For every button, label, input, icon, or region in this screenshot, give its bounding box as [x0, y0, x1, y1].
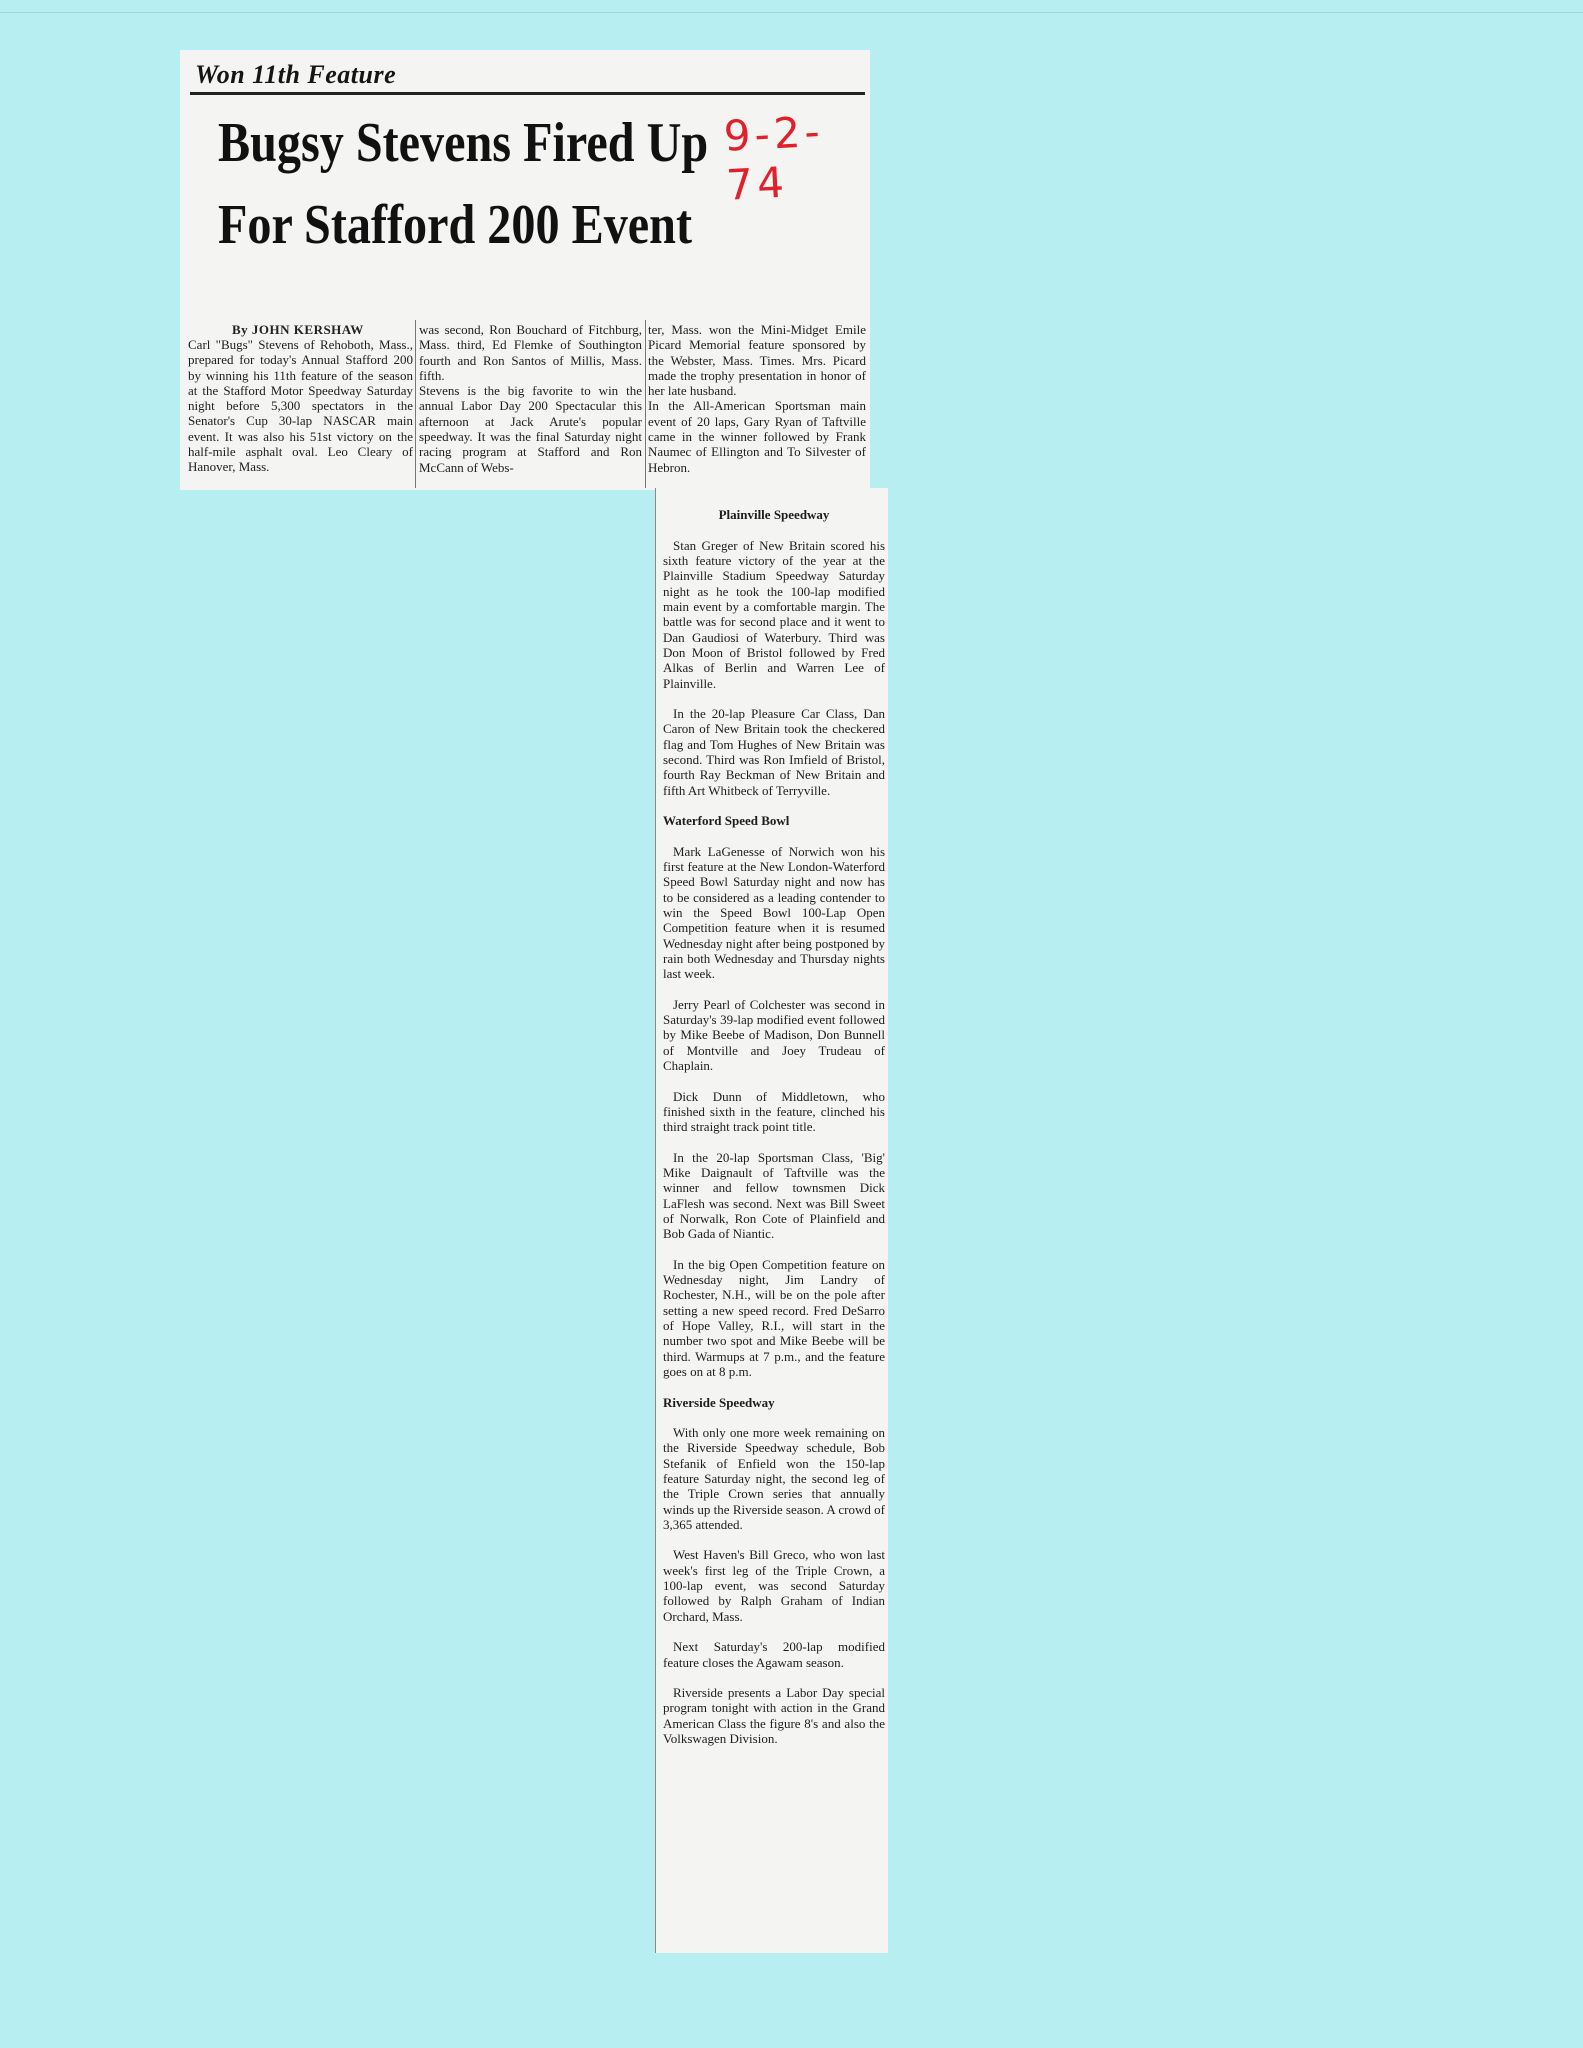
section-heading-plainville: Plainville Speedway — [718, 507, 830, 523]
article-column-4 — [663, 492, 885, 1762]
column-rule — [645, 320, 646, 488]
paragraph: Jerry Pearl of Colchester was second in Saturday's 39-lap modified event followed by Mike Beebe of Madison, Don Bunnell of Montville and Joey Trudeau of Chaplain. — [663, 996, 885, 1073]
article-column-1: Carl "Bugs" Stevens of Rehoboth, Mass., prepared for today's Annual Stafford 200 by winning his 11th feature of the season at the Stafford Motor Speedway Saturday night before 5,300 spectators in the Senator's Cup 30-lap NASCAR main event. It was also his 51st victory on the half-mile asphalt oval. Leo Cleary of Hanover, Mass. — [188, 337, 413, 475]
paragraph: Dick Dunn of Middletown, who finished sixth in the feature, clinched his third straight track point title. — [663, 1088, 885, 1135]
section-heading-waterford: Waterford Speed Bowl — [663, 813, 790, 829]
clipping-top — [180, 50, 870, 490]
kicker-rule — [190, 92, 865, 95]
kicker: Won 11th Feature — [195, 60, 397, 89]
paragraph: Mark LaGenesse of Norwich won his first feature at the New London-Waterford Speed Bowl Saturday night and now has to be considered as a leading contender to win the Speed Bowl 100-Lap Open Competition feature when it is resumed Wednesday night after being postponed by rain both Wednesday and Thursday nights last week. — [663, 843, 885, 982]
paragraph: In the 20-lap Sportsman Class, 'Big' Mike Daignault of Taftville was the winner and fellow townsmen Dick LaFlesh was second. Next was Bill Sweet of Norwalk, Ron Cote of Plainfield and Bob Gada of Niantic. — [663, 1149, 885, 1242]
headline: Bugsy Stevens Fired Up For Stafford 200 Event — [218, 112, 709, 256]
paragraph: Riverside presents a Labor Day special program tonight with action in the Grand American Class the figure 8's and also the Volkswagen Division. — [663, 1685, 885, 1747]
paragraph: In the big Open Competition feature on Wednesday night, Jim Landry of Rochester, N.H., will be on the pole after setting a new speed record. Fred DeSarro of Hope Valley, R.I., will start in the number two spot and Mike Beebe will be third. Warmups at 7 p.m., and the feature goes on at 8 p.m. — [663, 1256, 885, 1379]
handwritten-date: 9-2-74 — [722, 106, 825, 210]
paragraph: In the 20-lap Pleasure Car Class, Dan Caron of New Britain took the checkered flag and Tom Hughes of New Britain was second. Third was Ron Imfield of Bristol, fourth Ray Beckman of New Britain and fifth Art Whitbeck of Terryville. — [663, 706, 885, 798]
paragraph: Next Saturday's 200-lap modified feature closes the Agawam season. — [663, 1639, 885, 1670]
section-heading-riverside: Riverside Speedway — [663, 1394, 775, 1410]
byline: By JOHN KERSHAW — [232, 322, 364, 337]
paragraph: West Haven's Bill Greco, who won last week's first leg of the Triple Crown, a 100-lap event, was second Saturday followed by Ralph Graham of Indian Orchard, Mass. — [663, 1547, 885, 1624]
scan-edge — [0, 12, 1583, 13]
article-column-2: was second, Ron Bouchard of Fitchburg, Mass. third, Ed Flemke of Southington fourth and Ron Santos of Millis, Mass. fifth. Stevens is the big favorite to win the annual Labor Day 200 Spectacular this afternoon at Jack Arute's popular speedway. It was the final Saturday night racing program at Stafford and Ron McCann of Webs- — [419, 322, 642, 475]
paragraph: With only one more week remaining on the Riverside Speedway schedule, Bob Stefanik of Enfield won the 150-lap feature Saturday night, the second leg of the Triple Crown series that annually winds up the Riverside season. A crowd of 3,365 attended. — [663, 1425, 885, 1532]
paragraph: Stan Greger of New Britain scored his sixth feature victory of the year at the Plainville Stadium Speedway Saturday night as he took the 100-lap modified main event by a comfortable margin. The battle was for second place and it went to Dan Gaudiosi of Waterbury. Third was Don Moon of Bristol followed by Fred Alkas of Berlin and Warren Lee of Plainville. — [663, 537, 885, 691]
clipping-column — [655, 488, 888, 1953]
column-rule — [415, 320, 416, 488]
article-column-3: ter, Mass. won the Mini-Midget Emile Picard Memorial feature sponsored by the Webster, Mass. Times. Mrs. Picard made the trophy presentation in honor of her late husband. In the All-American Sportsman main event of 20 laps, Gary Ryan of Taftville came in the winner followed by Frank Naumec of Ellington and To Silvester of Hebron. — [648, 322, 866, 475]
